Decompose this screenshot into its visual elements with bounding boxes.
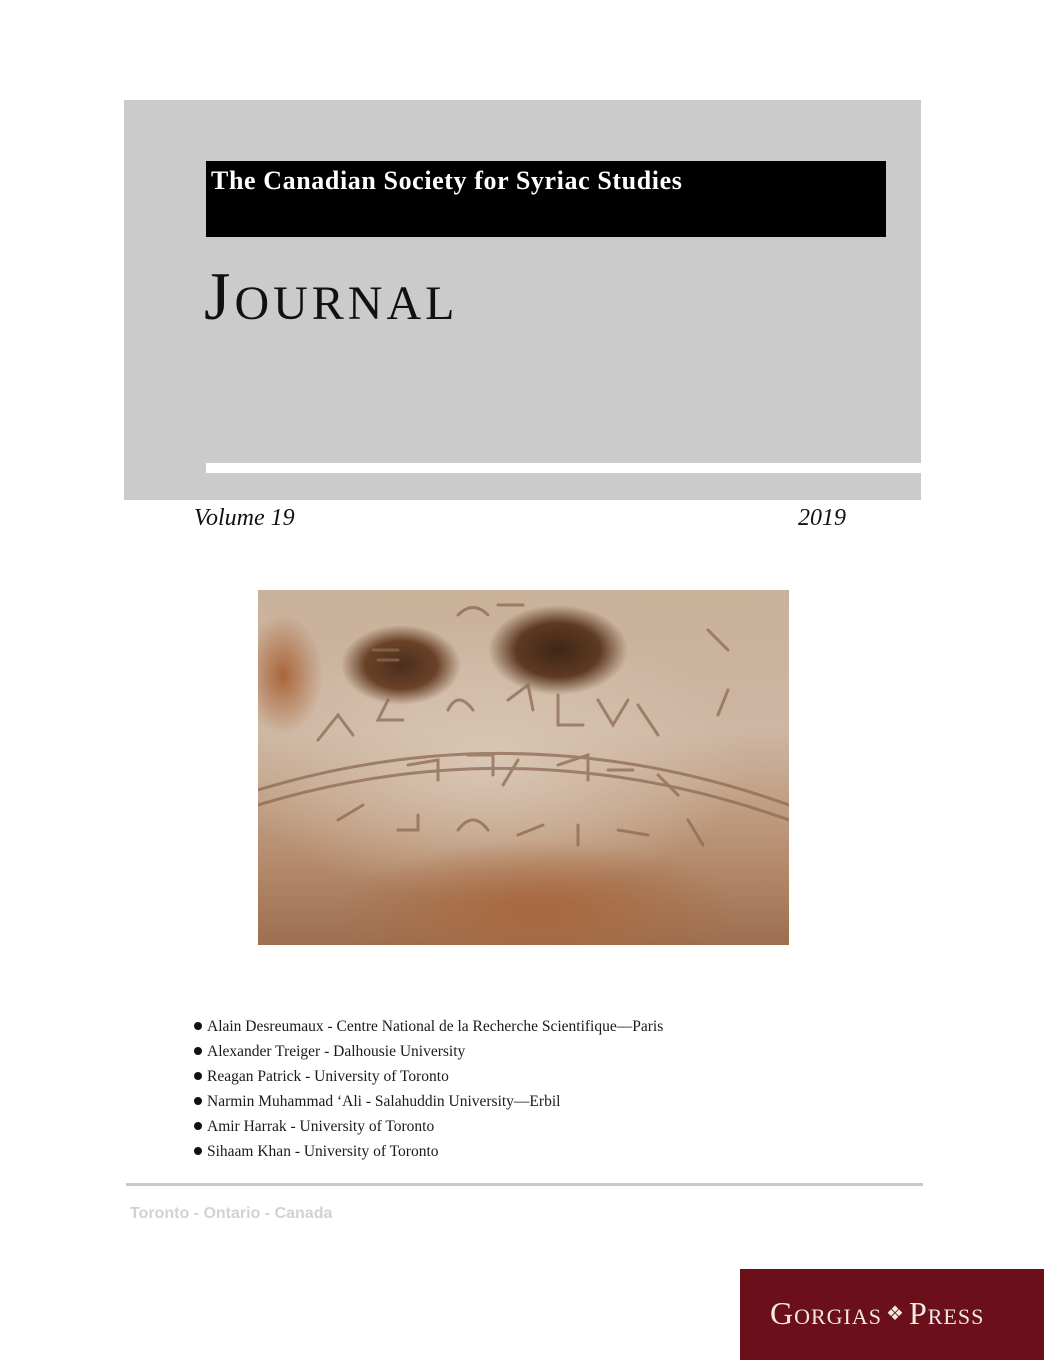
contributor-text: Alexander Treiger - Dalhousie University (207, 1043, 466, 1060)
cover-photo (258, 590, 789, 945)
bullet-icon (194, 1122, 202, 1130)
bullet-icon (194, 1047, 202, 1055)
contributor-text: Reagan Patrick - University of Toronto (207, 1068, 449, 1085)
diamond-ornament-icon: ❖ (886, 1303, 905, 1325)
inscription-carving-graphic (258, 590, 789, 945)
year-label: 2019 (798, 505, 846, 531)
contributor-item (194, 1141, 663, 1166)
journal-title: Journal (204, 258, 459, 334)
society-name: The Canadian Society for Syriac Studies (211, 166, 683, 195)
publisher-name-right: Press (908, 1295, 985, 1331)
bullet-icon (194, 1097, 202, 1105)
bullet-icon (194, 1022, 202, 1030)
contributor-item (194, 1066, 663, 1091)
bullet-icon (194, 1072, 202, 1080)
publisher-logo (740, 1269, 1044, 1360)
contributors-list (194, 1016, 663, 1166)
contributor-item (194, 1116, 663, 1141)
contributor-text: Sihaam Khan - University of Toronto (207, 1143, 439, 1160)
contributor-text: Amir Harrak - University of Toronto (207, 1118, 435, 1135)
footer-divider (126, 1183, 923, 1186)
publisher-name-left: Gorgias (770, 1295, 883, 1331)
contributor-item (194, 1091, 663, 1116)
header-divider (206, 463, 921, 473)
bullet-icon (194, 1147, 202, 1155)
volume-label: Volume 19 (194, 505, 295, 531)
contributor-text: Alain Desreumaux - Centre National de la Recherche Scientifique—Paris (207, 1018, 664, 1035)
contributor-item (194, 1041, 663, 1066)
location-text: Toronto - Ontario - Canada (130, 1205, 333, 1222)
contributor-text: Narmin Muhammad ‘Ali - Salahuddin University—Erbil (207, 1093, 561, 1110)
publisher-name (770, 1295, 984, 1332)
contributor-item (194, 1016, 663, 1041)
